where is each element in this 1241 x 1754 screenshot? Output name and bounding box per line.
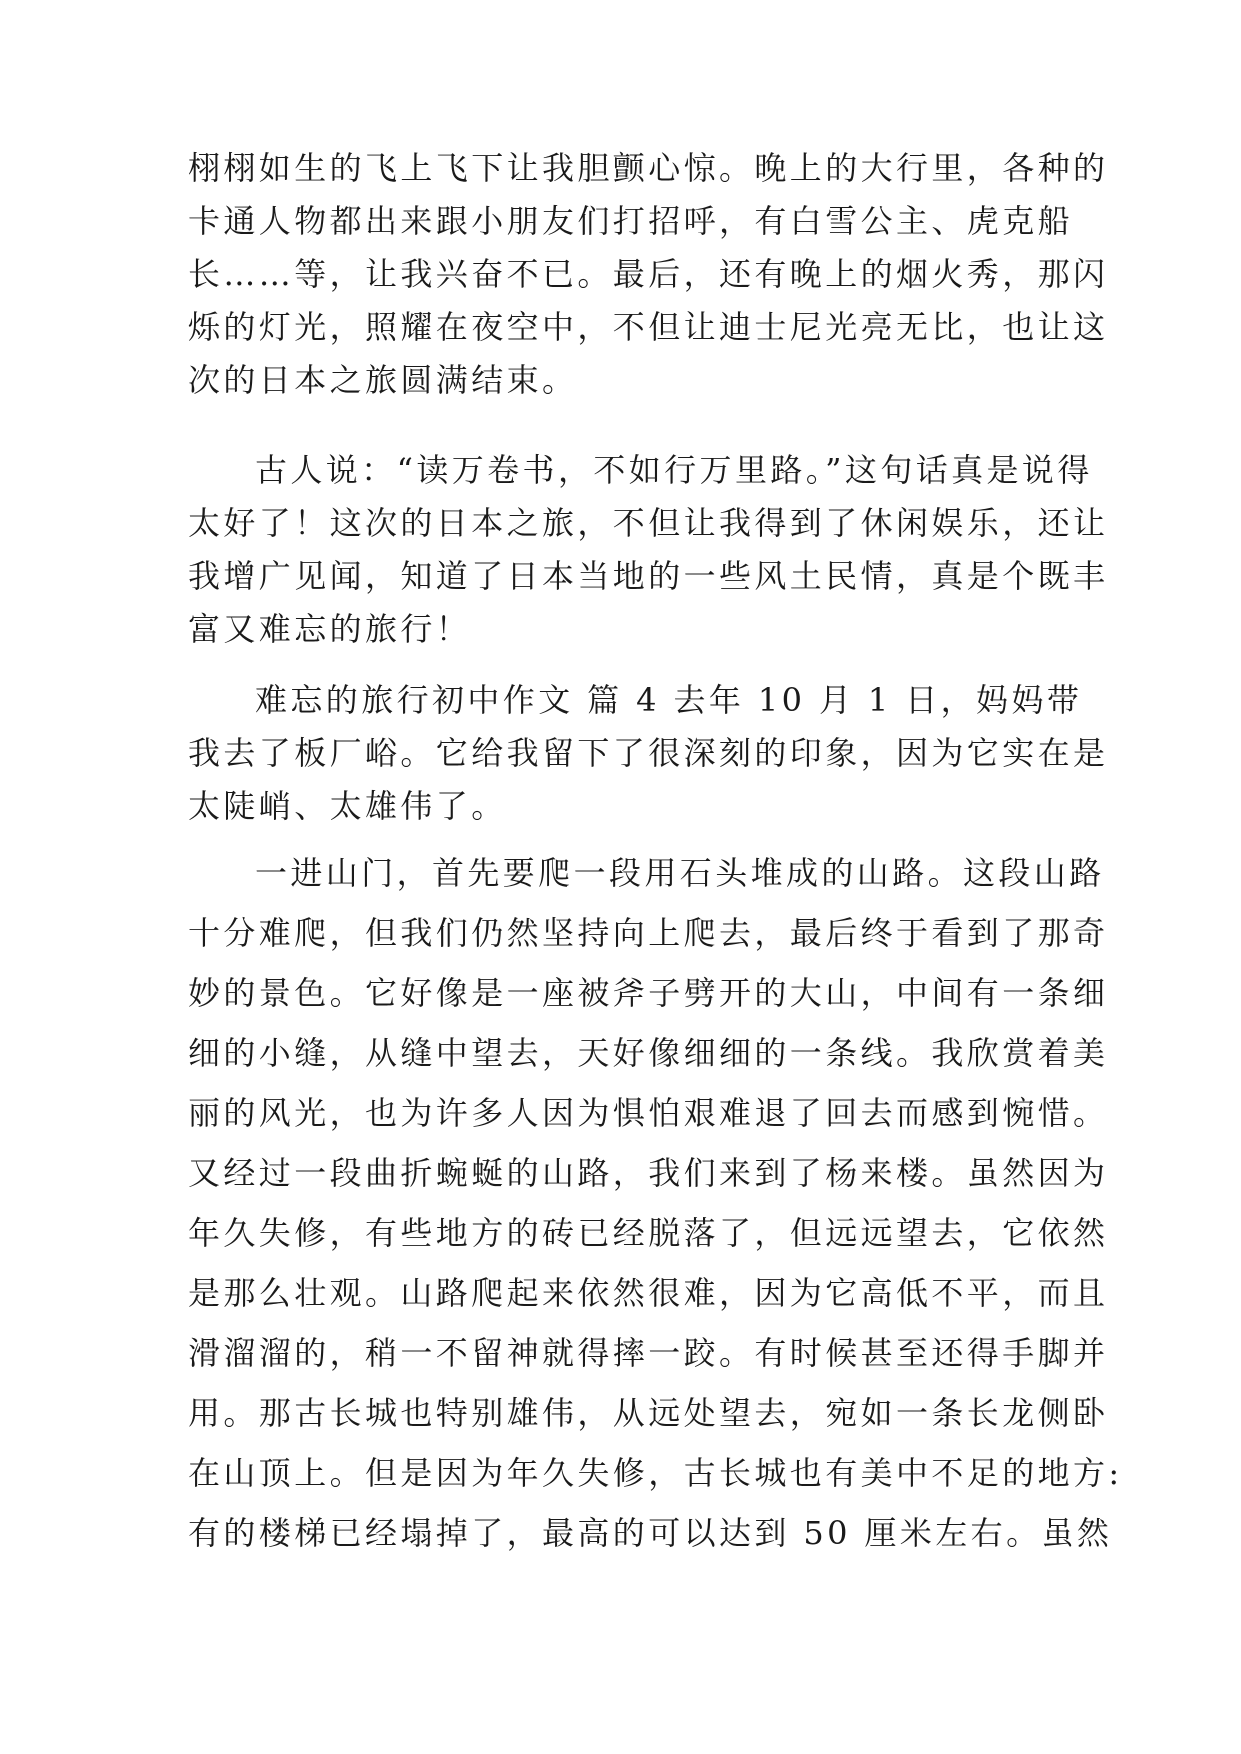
text-line: 十分难爬，但我们仍然坚持向上爬去，最后终于看到了那奇 bbox=[188, 914, 1109, 952]
text-line: 在山顶上。但是因为年久失修，古长城也有美中不足的地方: bbox=[188, 1454, 1123, 1492]
text-line: 年久失修，有些地方的砖已经脱落了，但远远望去，它依然 bbox=[188, 1214, 1109, 1252]
text-line: 细的小缝，从缝中望去，天好像细细的一条线。我欣赏着美 bbox=[188, 1034, 1109, 1072]
text-line: 我增广见闻，知道了日本当地的一些风土民情，真是个既丰 bbox=[188, 557, 1109, 595]
text-line: 太好了！这次的日本之旅，不但让我得到了休闲娱乐，还让 bbox=[188, 504, 1109, 542]
text-line: 滑溜溜的，稍一不留神就得摔一跤。有时候甚至还得手脚并 bbox=[188, 1334, 1109, 1372]
text-line: 又经过一段曲折蜿蜒的山路，我们来到了杨来楼。虽然因为 bbox=[188, 1154, 1109, 1192]
text-line: 烁的灯光，照耀在夜空中，不但让迪士尼光亮无比，也让这 bbox=[188, 308, 1109, 346]
text-line: 丽的风光，也为许多人因为惧怕艰难退了回去而感到惋惜。 bbox=[188, 1094, 1109, 1132]
text-line: 是那么壮观。山路爬起来依然很难，因为它高低不平，而且 bbox=[188, 1274, 1109, 1312]
text-line: 太陡峭、太雄伟了。 bbox=[188, 787, 507, 825]
text-line: 有的楼梯已经塌掉了，最高的可以达到 50 厘米左右。虽然 bbox=[188, 1514, 1113, 1552]
text-line: 富又难忘的旅行！ bbox=[188, 610, 472, 648]
text-line: 栩栩如生的飞上飞下让我胆颤心惊。晚上的大行里，各种的 bbox=[188, 149, 1109, 187]
text-line: 长……等，让我兴奋不已。最后，还有晚上的烟火秀，那闪 bbox=[188, 255, 1109, 293]
text-line: 妙的景色。它好像是一座被斧子劈开的大山，中间有一条细 bbox=[188, 974, 1109, 1012]
text-line: 卡通人物都出来跟小朋友们打招呼，有白雪公主、虎克船 bbox=[188, 202, 1074, 240]
section-heading-line: 难忘的旅行初中作文 篇 4 去年 10 月 1 日，妈妈带 bbox=[255, 681, 1083, 719]
paragraph-first-line: 古人说：“读万卷书，不如行万里路。”这句话真是说得 bbox=[255, 451, 1093, 489]
paragraph-first-line: 一进山门，首先要爬一段用石头堆成的山路。这段山路 bbox=[255, 854, 1105, 892]
text-line: 用。那古长城也特别雄伟，从远处望去，宛如一条长龙侧卧 bbox=[188, 1394, 1109, 1432]
text-line: 次的日本之旅圆满结束。 bbox=[188, 361, 578, 399]
text-line: 我去了板厂峪。它给我留下了很深刻的印象，因为它实在是 bbox=[188, 734, 1109, 772]
